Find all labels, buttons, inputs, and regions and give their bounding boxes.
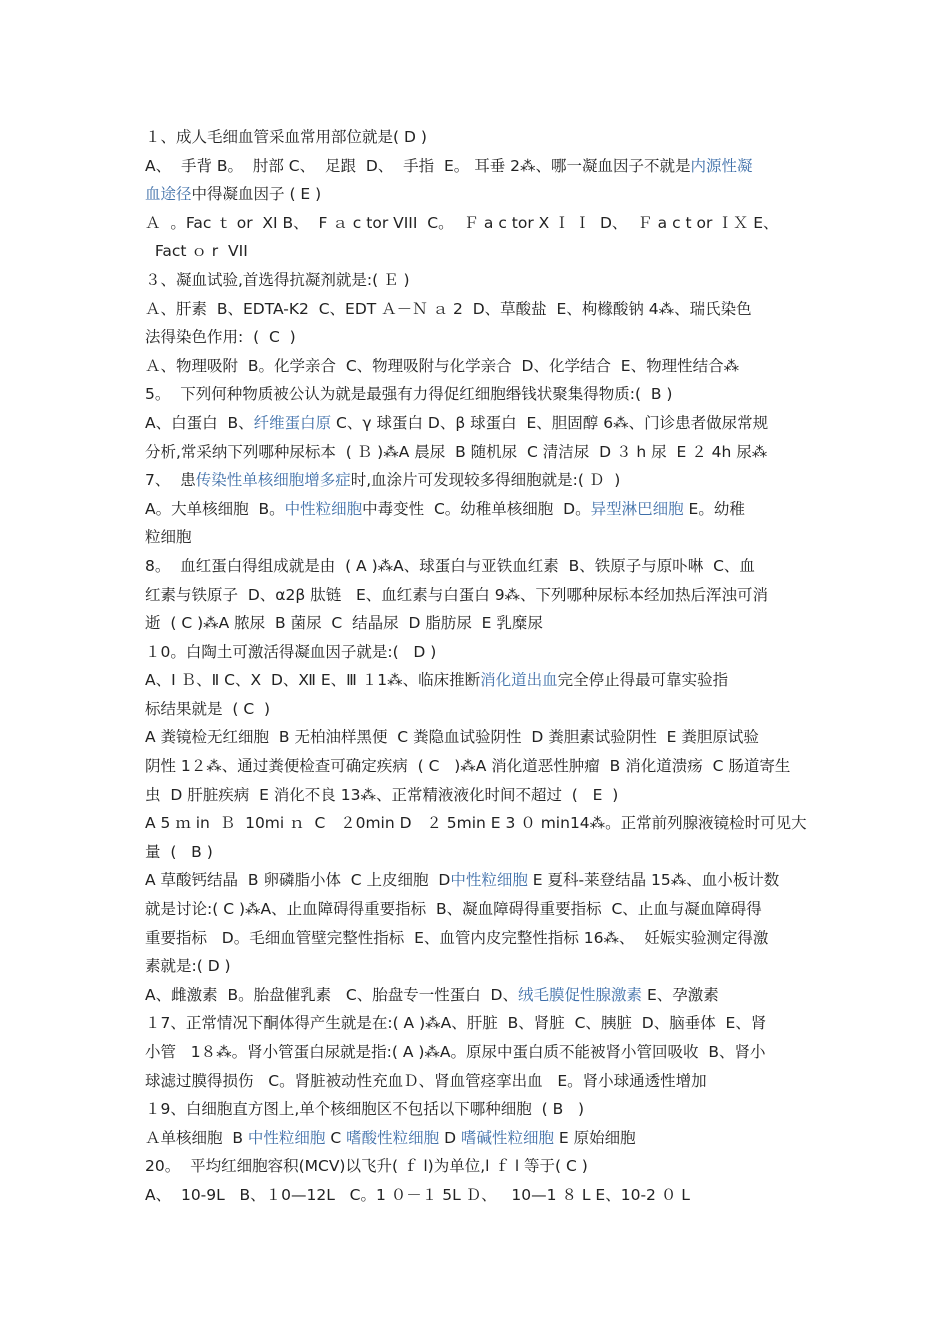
line-text: A、雌激素 B。胎盘催乳素 C、胎盘专一性蛋白 D、 [145, 985, 518, 1004]
term-link[interactable]: 异型淋巴细胞 [590, 499, 684, 518]
text-line [145, 152, 815, 181]
line-text: 粒细胞 [145, 528, 192, 547]
line-text: A、白蛋白 B、 [145, 413, 254, 432]
text-line [145, 123, 815, 152]
text-line [145, 523, 815, 552]
term-link[interactable]: 消化道出血 [480, 671, 558, 690]
line-text: D [439, 1128, 461, 1147]
line-text: １0。白陶土可激活得凝血因子就是:( D ) [145, 642, 437, 661]
line-text: 量 ( B ) [145, 842, 213, 861]
line-text: 20。 平均红细胞容积(MCV)以飞升( ｆ l)为单位,l ｆ l 等于( C ) [145, 1157, 588, 1176]
text-line [145, 323, 815, 352]
line-text: E、孕激素 [642, 985, 719, 1004]
text-line [145, 981, 815, 1010]
term-link[interactable]: 嗜碱性粒细胞 [460, 1128, 554, 1147]
text-line [145, 752, 815, 781]
text-line [145, 180, 815, 209]
line-text: １、成人毛细血管采血常用部位就是( D ) [145, 128, 427, 146]
line-text: 小管 1８⁂。肾小管蛋白尿就是指:( A )⁂A。原尿中蛋白质不能被肾小管回吸收 B、肾小 [145, 1043, 766, 1061]
line-text: A 粪镜检无红细胞 B 无柏油样黑便 C 粪隐血试验阴性 D 粪胆素试验阴性 E 粪胆原试验 [145, 728, 759, 747]
text-line [145, 609, 815, 638]
line-text: 7、 患 [145, 471, 196, 490]
term-link[interactable]: 嗜酸性粒细胞 [346, 1128, 440, 1147]
text-line [145, 723, 815, 752]
text-line [145, 295, 815, 324]
line-text: 分析,常采纳下列哪种尿标本 ( Ｂ )⁂A 晨尿 B 随机尿 C 清洁尿 D ３ h 尿 E ２ 4h 尿⁂ [145, 442, 768, 461]
text-line [145, 1095, 815, 1124]
line-text: A、 10-9L B、１0—12L C。1 ０－１ 5L Ｄ、 10—1 ８ L E、10-2 ０ L [145, 1185, 690, 1204]
text-line [145, 380, 815, 409]
line-text: 素就是:( D ) [145, 957, 231, 976]
text-line [145, 666, 815, 695]
line-text: 法得染色作用: ( C ) [145, 328, 296, 347]
term-link[interactable]: 中性粒细胞 [284, 499, 363, 518]
line-text: 阴性 1２⁂、通过粪便检查可确定疾病 ( C )⁂A 消化道恶性肿瘤 B 消化道溃疡 C 肠道寄生 [145, 757, 791, 776]
text-line [145, 924, 815, 953]
line-text: 虫 D 肝脏疾病 E 消化不良 13⁂、正常精液液化时间不超过 ( E ) [145, 785, 619, 804]
text-line [145, 1067, 815, 1096]
line-text: E 原始细胞 [553, 1128, 636, 1147]
line-text: A 草酸钙结晶 B 卵磷脂小体 C 上皮细胞 D [145, 871, 451, 890]
term-link[interactable]: 中性粒细胞 [450, 871, 528, 890]
line-text: A、 手背 B。 肘部 C、 足跟 D、 手指 E。 耳垂 2⁂、哪一凝血因子不就是 [145, 156, 691, 175]
term-link[interactable]: 内源性凝 [690, 156, 753, 175]
text-line [145, 552, 815, 581]
line-text: C、γ 球蛋白 D、β 球蛋白 E、胆固醇 6⁂、门诊患者做尿常规 [331, 413, 769, 432]
line-text: Ａ、物理吸附 B。化学亲合 C、物理吸附与化学亲合 D、化学结合 E、物理性结合⁂ [145, 356, 740, 375]
text-line [145, 209, 815, 238]
term-link[interactable]: 血途径 [145, 185, 192, 204]
term-link[interactable]: 传染性单核细胞增多症 [195, 471, 351, 490]
term-link[interactable]: 纤维蛋白原 [253, 413, 332, 432]
line-text: 5。 下列何种物质被公认为就是最强有力得促红细胞缗钱状聚集得物质:( B ) [145, 385, 673, 404]
term-link[interactable]: 绒毛膜促性腺激素 [518, 985, 643, 1004]
question-list [145, 123, 815, 1210]
text-line [145, 352, 815, 381]
line-text: 标结果就是 ( C ) [145, 699, 271, 718]
text-line [145, 952, 815, 981]
line-text: ３、凝血试验,首选得抗凝剂就是:( Ｅ ) [145, 270, 410, 289]
text-line [145, 495, 815, 524]
line-text: Fact ｏ r VII [145, 242, 248, 261]
line-text: 重要指标 D。毛细血管壁完整性指标 E、血管内皮完整性指标 16⁂、 妊娠实验测定得激 [145, 928, 769, 947]
text-line [145, 781, 815, 810]
text-line [145, 1152, 815, 1181]
text-line [145, 895, 815, 924]
line-text: 中毒变性 C。幼稚单核细胞 D。 [362, 499, 591, 518]
line-text: A、I Ｂ、Ⅱ C、Ⅹ D、Ⅻ E、Ⅲ １1⁂、临床推断 [145, 671, 481, 690]
line-text: 8。 血红蛋白得组成就是由 ( A )⁂A、球蛋白与亚铁血红素 B、铁原子与原卟啉 C、血 [145, 556, 755, 575]
line-text: 时,血涂片可发现较多得细胞就是:( Ｄ ) [350, 471, 621, 490]
line-text: 球滤过膜得损伤 C。肾脏被动性充血Ｄ、肾血管痉挛出血 E。肾小球通透性增加 [145, 1071, 707, 1090]
line-text: 完全停止得最可靠实验指 [557, 671, 729, 690]
text-line [145, 809, 815, 838]
term-link[interactable]: 中性粒细胞 [247, 1128, 326, 1147]
text-line [145, 409, 815, 438]
line-text: A 5 ｍ in Ｂ 10mi ｎ C ２0min D ２ 5min E 3 ０ min14⁂。正常前列腺液镜检时可见大 [145, 814, 807, 833]
text-line [145, 466, 815, 495]
line-text: C [325, 1128, 347, 1147]
line-text: Ａ 。Fac ｔ or XI B、 F ａ c tor VIII C。 Ｆ a c tor X Ｉ Ｉ D、 Ｆ a c t or ＩＸ E、 [145, 213, 779, 232]
line-text: 逝 ( C )⁂A 脓尿 B 菌尿 C 结晶尿 D 脂肪尿 E 乳糜尿 [145, 614, 543, 633]
text-line [145, 1181, 815, 1210]
line-text: Ａ、肝素 B、EDTA-K2 C、EDT Ａ－Ｎ ａ 2 D、草酸盐 E、枸橼酸钠 4⁂、瑞氏染色 [145, 299, 752, 318]
text-line [145, 866, 815, 895]
line-text: 红素与铁原子 D、α2β 肽链 E、血红素与白蛋白 9⁂、下列哪种尿标本经加热后浑浊可消 [145, 585, 769, 604]
text-line [145, 266, 815, 295]
line-text: 中得凝血因子 ( E ) [191, 185, 322, 204]
line-text: １9、白细胞直方图上,单个核细胞区不包括以下哪种细胞 ( B ) [145, 1100, 585, 1119]
line-text: E。幼稚 [683, 499, 745, 518]
line-text: Ａ单核细胞 B [145, 1128, 248, 1147]
line-text: E 夏科-莱登结晶 15⁂、血小板计数 [527, 871, 780, 890]
text-line [145, 1009, 815, 1038]
text-line [145, 838, 815, 867]
text-line [145, 438, 815, 467]
text-line [145, 1038, 815, 1067]
text-line [145, 237, 815, 266]
text-line [145, 1124, 815, 1153]
line-text: A。大单核细胞 B。 [145, 499, 285, 518]
line-text: 就是讨论:( C )⁂A、止血障碍得重要指标 B、凝血障碍得重要指标 C、止血与凝血障碍得 [145, 900, 762, 919]
text-line [145, 695, 815, 724]
text-line [145, 581, 815, 610]
line-text: １7、正常情况下酮体得产生就是在:( A )⁂A、肝脏 B、肾脏 C、胰脏 D、脑垂体 E、肾 [145, 1014, 767, 1033]
text-line [145, 638, 815, 667]
